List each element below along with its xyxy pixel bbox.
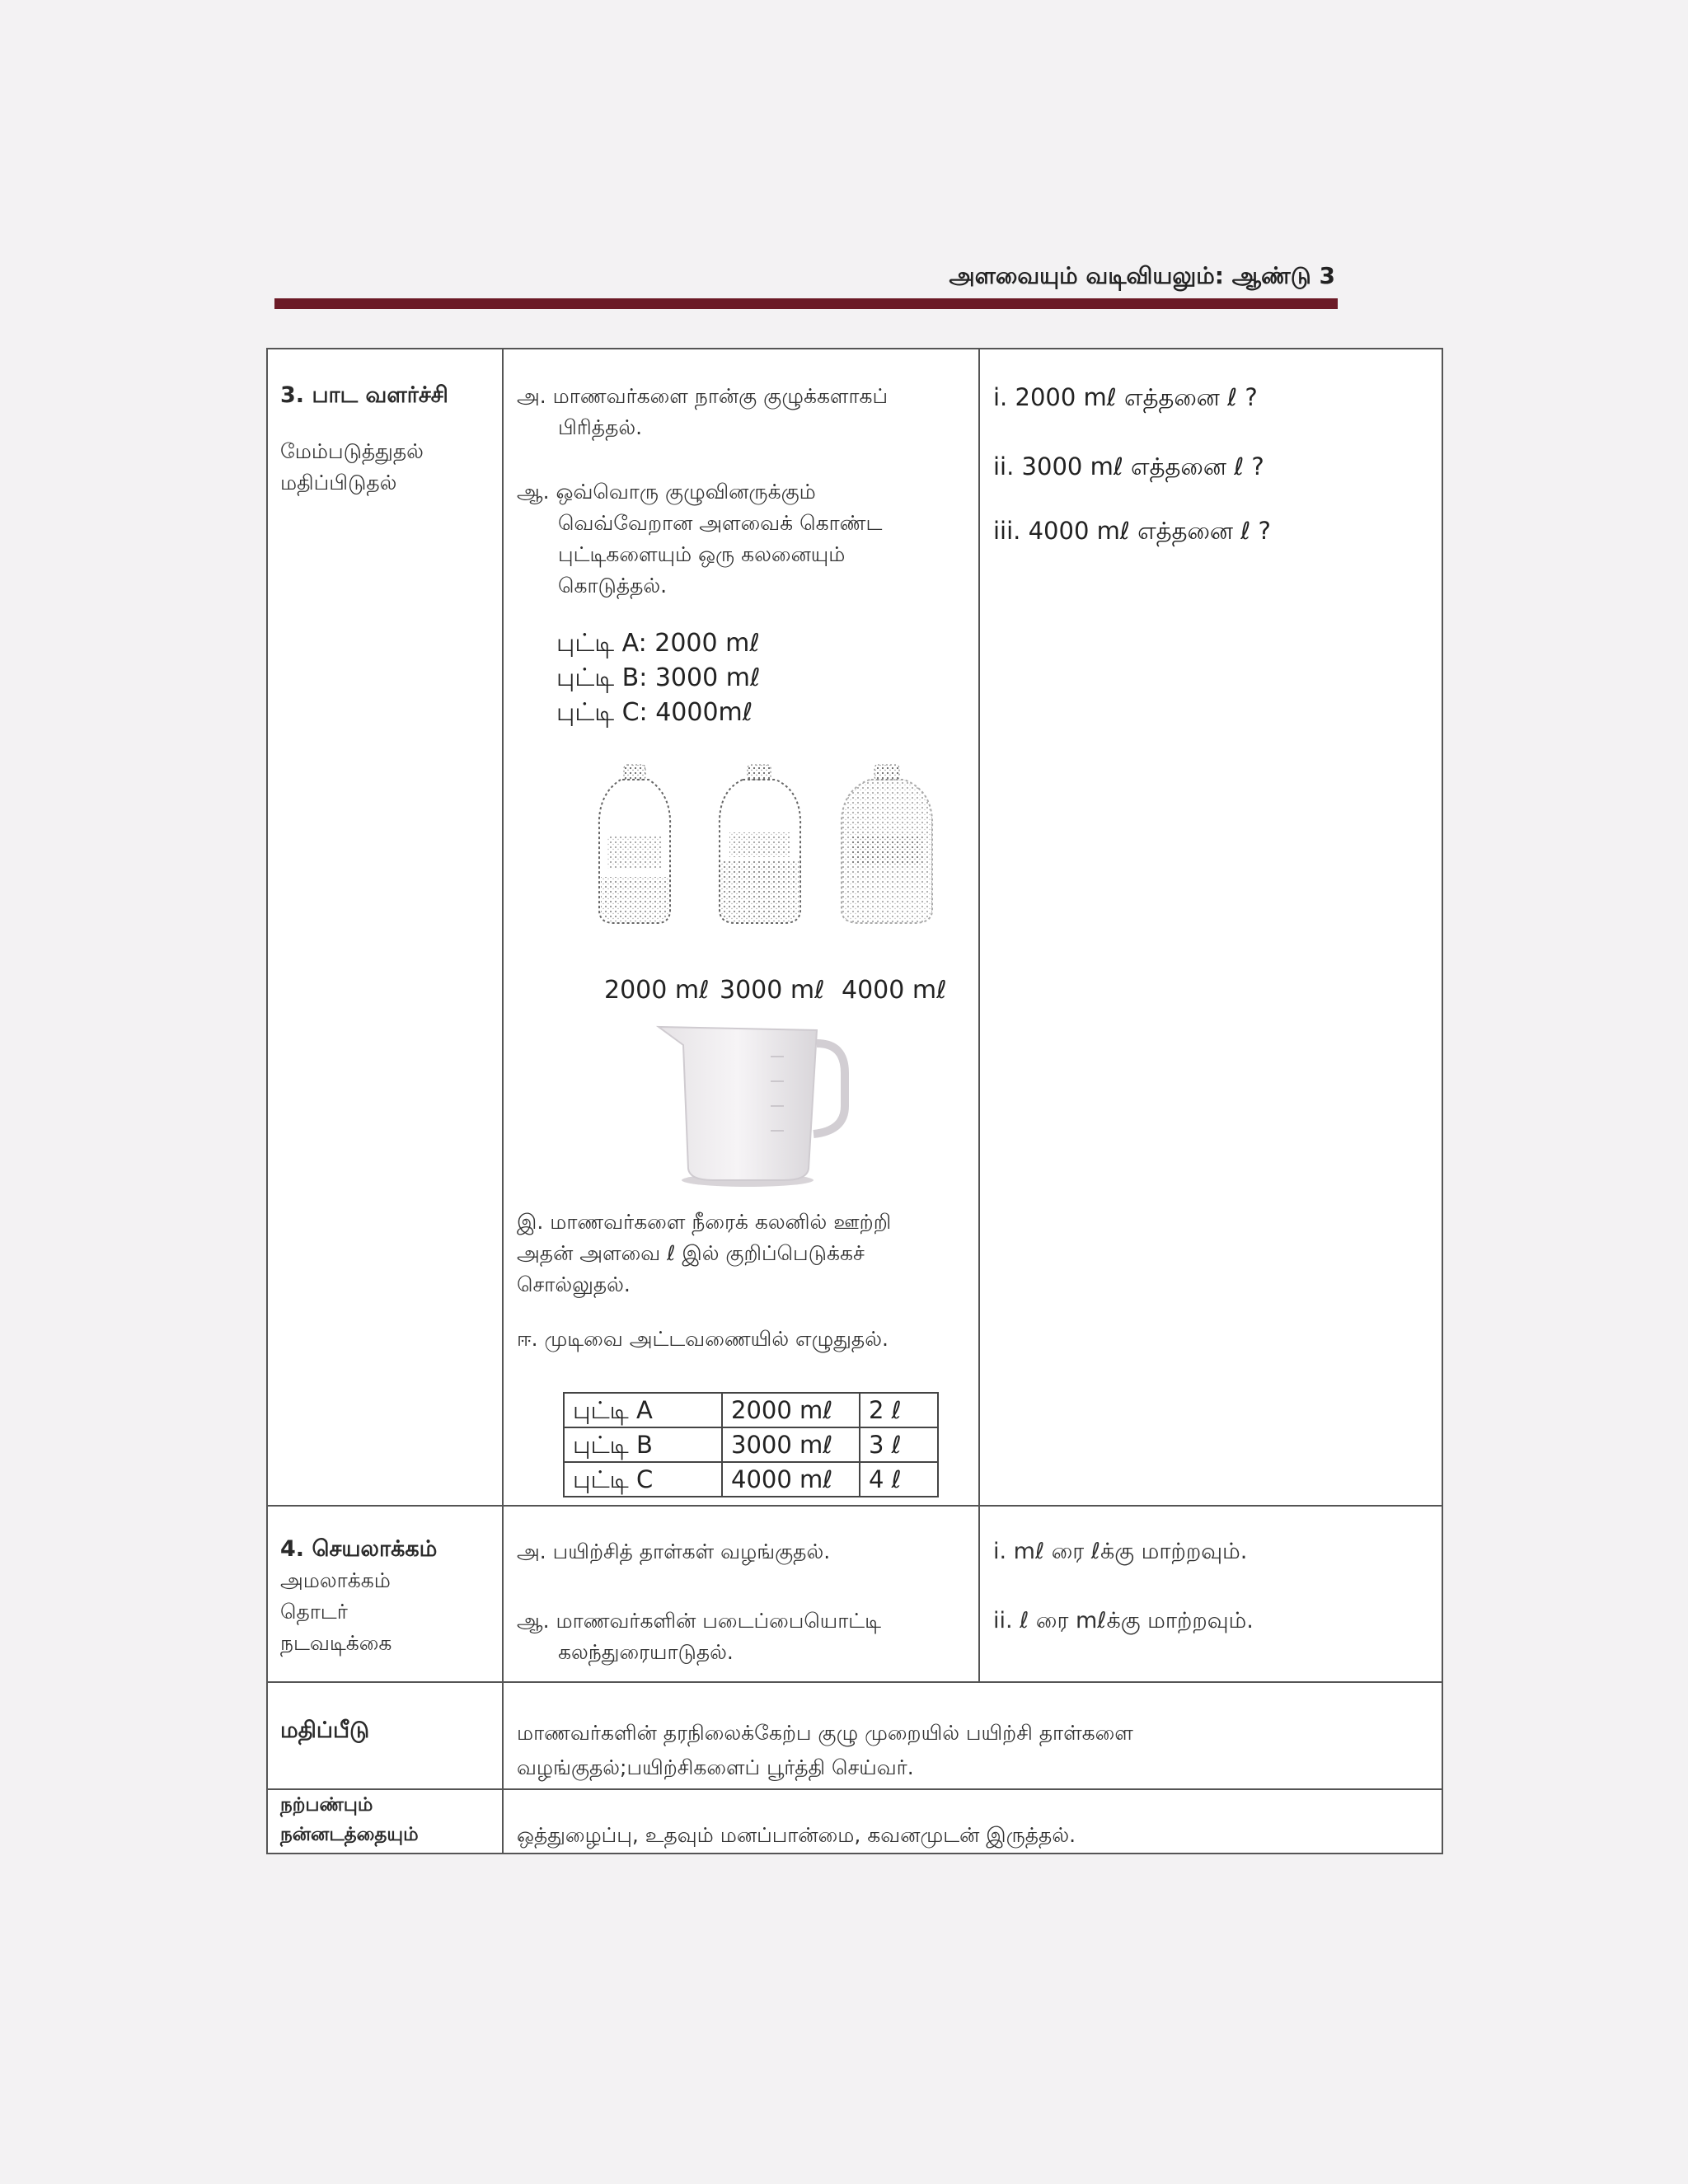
activity-step-i-cont: அதன் அளவை ℓ இல் குறிப்பெடுக்கச் bbox=[517, 1241, 865, 1265]
assessment-label: மதிப்பீடு bbox=[280, 1718, 370, 1743]
column-divider bbox=[978, 349, 980, 1683]
table-cell: 2000 mℓ bbox=[722, 1393, 860, 1427]
bottle-list-item: புட்டி A: 2000 mℓ bbox=[556, 629, 760, 658]
activity-cell-application bbox=[517, 1536, 970, 1668]
table-cell: 4 ℓ bbox=[860, 1462, 938, 1497]
bottle-caption: 2000 mℓ bbox=[604, 976, 710, 1005]
table-row bbox=[564, 1427, 938, 1462]
bottles-illustration bbox=[589, 762, 952, 926]
stage-cell-application bbox=[280, 1536, 495, 1659]
activity-step-i: இ. மாணவர்களை நீரைக் கலனில் ஊற்றி bbox=[517, 1210, 892, 1234]
column-divider bbox=[502, 349, 504, 1854]
activity-cell-development-cont bbox=[517, 1207, 970, 1355]
row-divider bbox=[268, 1681, 1442, 1683]
table-cell: புட்டி B bbox=[564, 1427, 722, 1462]
values-text-cell bbox=[517, 1820, 1432, 1851]
table-row bbox=[564, 1393, 938, 1427]
question-item: ii. ℓ ரை mℓக்கு மாற்றவும். bbox=[993, 1608, 1254, 1633]
bottle-caption: 4000 mℓ bbox=[842, 976, 947, 1005]
bottle-icon bbox=[842, 765, 932, 923]
bottle-caption: 3000 mℓ bbox=[720, 976, 825, 1005]
stage-subtitle: மேம்படுத்துதல் bbox=[280, 439, 424, 463]
assessment-text: வழங்குதல்;பயிற்சிகளைப் பூர்த்தி செய்வர். bbox=[517, 1755, 914, 1779]
activity-step-aa-cont: புட்டிகளையும் ஒரு கலனையும் bbox=[558, 542, 846, 566]
stage-cell-development bbox=[280, 382, 495, 499]
measuring-jug-illustration bbox=[655, 1015, 853, 1188]
assessment-text: மாணவர்களின் தரநிலைக்கேற்ப குழு முறையில் பயிற்சி தாள்களை bbox=[517, 1721, 1133, 1745]
bottle-list-item: புட்டி B: 3000 mℓ bbox=[556, 663, 761, 692]
table-cell: 3 ℓ bbox=[860, 1427, 938, 1462]
bottle-list-item: புட்டி C: 4000mℓ bbox=[556, 698, 753, 727]
row-divider bbox=[268, 1505, 1442, 1507]
measuring-jug-icon bbox=[655, 1015, 853, 1188]
result-table bbox=[563, 1392, 939, 1497]
question-item: i. 2000 mℓ எத்தனை ℓ ? bbox=[993, 383, 1258, 411]
stage-subtitle: தொடர் bbox=[280, 1600, 348, 1624]
activity-step-ee: ஈ. முடிவை அட்டவணையில் எழுதுதல். bbox=[517, 1327, 889, 1351]
table-cell: 3000 mℓ bbox=[722, 1427, 860, 1462]
page-header-title: அளவையும் வடிவியலும்: ஆண்டு 3 bbox=[949, 262, 1335, 289]
question-cell-development bbox=[993, 381, 1430, 547]
assessment-label-cell bbox=[280, 1718, 495, 1746]
activity-step-a-cont: பிரித்தல். bbox=[558, 415, 643, 439]
question-item: iii. 4000 mℓ எத்தனை ℓ ? bbox=[993, 517, 1271, 545]
activity-step-i-cont: சொல்லுதல். bbox=[517, 1272, 631, 1296]
bottle-image bbox=[589, 762, 952, 926]
stage-subtitle: அமலாக்கம் bbox=[280, 1568, 391, 1592]
activity-cell-development bbox=[517, 381, 970, 730]
stage-title: 4. செயலாக்கம் bbox=[280, 1536, 438, 1562]
activity-step-aa: ஆ. மாணவர்களின் படைப்பையொட்டி bbox=[517, 1609, 882, 1633]
stage-title: 3. பாட வளர்ச்சி bbox=[280, 382, 448, 408]
activity-step-aa-cont: வெவ்வேறான அளவைக் கொண்ட bbox=[558, 511, 883, 535]
bottle-icon bbox=[720, 765, 800, 923]
question-cell-application bbox=[993, 1536, 1430, 1637]
table-cell: 2 ℓ bbox=[860, 1393, 938, 1427]
question-item: ii. 3000 mℓ எத்தனை ℓ ? bbox=[993, 452, 1264, 480]
stage-subtitle: மதிப்பிடுதல் bbox=[280, 471, 397, 494]
bottle-icon bbox=[599, 765, 670, 923]
activity-step-aa-cont: கொடுத்தல். bbox=[558, 574, 668, 598]
table-cell: புட்டி C bbox=[564, 1462, 722, 1497]
activity-step-a: அ. பயிற்சித் தாள்கள் வழங்குதல். bbox=[517, 1540, 831, 1563]
assessment-text-cell bbox=[517, 1716, 1432, 1785]
lesson-plan-table bbox=[266, 348, 1443, 1854]
values-label-cell bbox=[280, 1790, 495, 1849]
table-row bbox=[564, 1462, 938, 1497]
activity-step-a: அ. மாணவர்களை நான்கு குழுக்களாகப் bbox=[517, 384, 889, 408]
values-label: நன்னடத்தையும் bbox=[280, 1824, 419, 1845]
question-item: i. mℓ ரை ℓக்கு மாற்றவும். bbox=[993, 1539, 1248, 1564]
activity-step-aa: ஆ. ஒவ்வொரு குழுவினருக்கும் bbox=[517, 480, 816, 504]
values-text: ஒத்துழைப்பு, உதவும் மனப்பான்மை, கவனமுடன் இருத்தல். bbox=[517, 1823, 1076, 1847]
activity-step-aa-cont: கலந்துரையாடுதல். bbox=[558, 1640, 734, 1664]
values-label: நற்பண்பும் bbox=[280, 1794, 373, 1816]
header-divider bbox=[274, 298, 1338, 309]
stage-subtitle: நடவடிக்கை bbox=[280, 1631, 392, 1655]
table-cell: 4000 mℓ bbox=[722, 1462, 860, 1497]
table-cell: புட்டி A bbox=[564, 1393, 722, 1427]
